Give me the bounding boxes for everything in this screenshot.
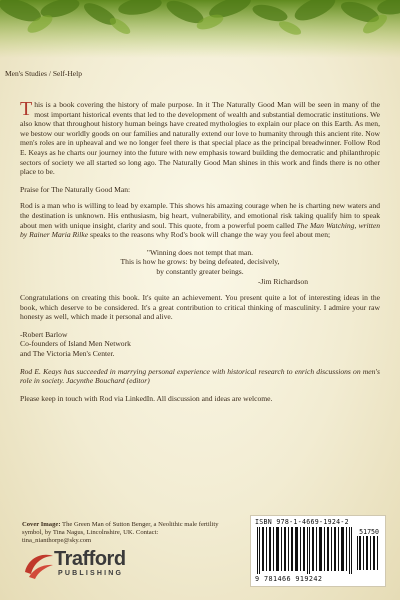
- barcode-number: 9 781466 919242: [255, 575, 323, 583]
- intro-paragraph: [20, 100, 380, 177]
- signature-barlow: -Robert Barlow Co-founders of Island Men Network and The Victoria Men's Center.: [20, 329, 131, 359]
- isbn-barcode: [250, 515, 386, 587]
- review-richardson: Rod is a man who is willing to lead by example. This shows his amazing courage when he is charting new waters and the destination is unknown. His enthusiasm, big heart, vulnerability, and emotional risk taking qualify him to speak about men with unique insight, clarity and soul. This quote, from a powerful poem called The Man Watching, written by Rainer Maria Rilke speaks to the reasons why Rod's book will change the way you feel about men;: [20, 201, 380, 240]
- description-body: [20, 100, 380, 411]
- praise-heading: Praise for The Naturally Good Man:: [20, 184, 131, 194]
- category-label: Men's Studies / Self-Help: [5, 69, 82, 78]
- poem-line: by constantly greater beings.: [156, 266, 244, 276]
- poem-title: The Man Watching, written by Rainer Maria Rilke: [20, 220, 380, 240]
- cover-image-credit: Cover Image: The Green Man of Sutton Benger, a Neolithic male fertility symbol, by Tina Nagus, Lincolnshire, UK. Contact: tina_nianthorpe@sky.com: [22, 521, 219, 545]
- publisher-name: Trafford: [54, 548, 126, 570]
- poem-attribution: -Jim Richardson: [258, 276, 308, 286]
- review-barlow: Congratulations on creating this book. It's quite an achievement. You present quite a lot of interesting ideas in the book, which deserve to be considered. It's a great contribution to critical thinking of masculinity. I admire your raw honesty as well, which made it personal and alive.: [20, 293, 380, 322]
- trafford-logo: [22, 548, 162, 588]
- contact-line: Please keep in touch with Rod via LinkedIn. All discussion and ideas are welcome.: [20, 393, 273, 403]
- publisher-subtitle: PUBLISHING: [58, 570, 124, 577]
- drop-cap: T: [20, 98, 33, 120]
- intro-text: his is a book covering the history of male purpose. In it The Naturally Good Man will be seen in many of the most important historical events that led to the development of wealth and substantial democratic institutions. We also know that throughout history human beings have created mythologies to explain our place on this Earth. As men, we bestow our worldly goods on our families and naturally extend our love to humanity through this ancient rite. Now men's roles are in upheaval and we no longer feel there is that special place as the principal breadwinner. Follow Rod E. Keays as he charts our journey into the future with new emphasis toward building the democratic and philanthropic sectors of society we all started so long ago. The Naturally Good Man shines in this work and finds there is no other place to be.: [20, 100, 380, 177]
- foliage-banner: [0, 0, 400, 58]
- review-bouchard: Rod E. Keays has succeeded in marrying personal experience with historical research to enrich discussions on men's role in society. Jacynthe Bouchard (editor): [20, 366, 380, 386]
- price-code: 51750: [359, 528, 379, 536]
- poem-line: "Winning does not tempt that man.: [146, 247, 254, 257]
- poem-line: This is how he grows: by being defeated, decisively,: [120, 257, 280, 267]
- poem-quote: [20, 248, 380, 286]
- isbn-text: ISBN 978-1-4669-1924-2: [255, 518, 349, 526]
- swoosh-icon: [22, 548, 56, 582]
